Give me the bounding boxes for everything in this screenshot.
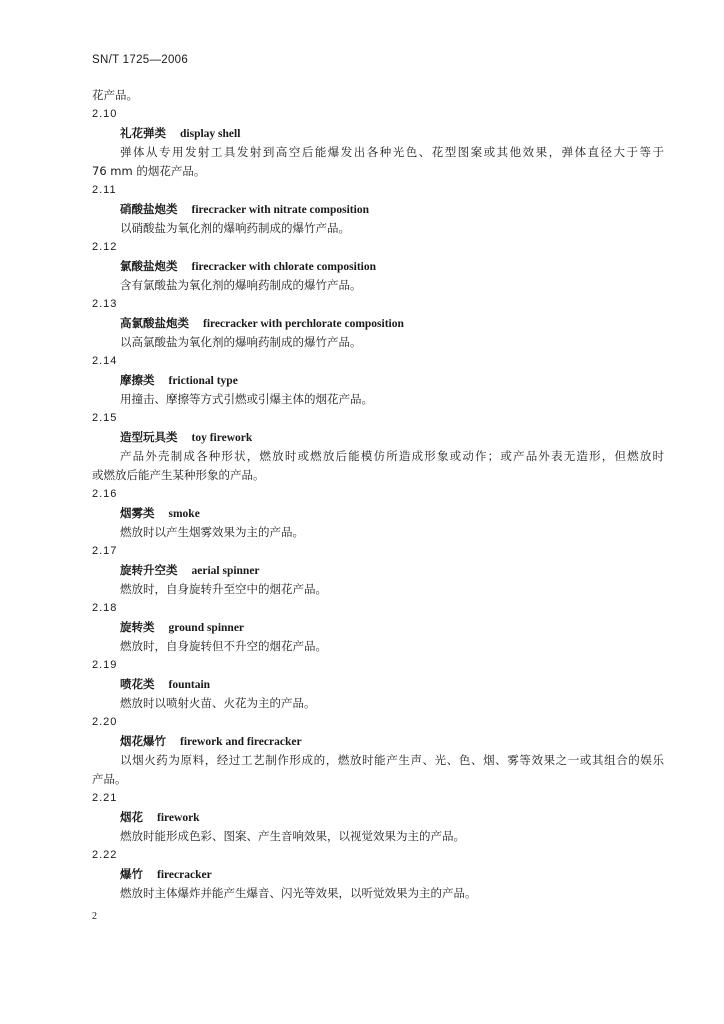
clause-number: 2.10	[92, 108, 118, 120]
term-heading	[92, 808, 664, 827]
definition-text: 用撞击、摩擦等方式引燃或引爆主体的烟花产品。	[120, 392, 373, 406]
terms-body	[92, 86, 664, 903]
definition-line: 产品外壳制成各种形状，燃放时或燃放后能模仿所造成形象或动作；或产品外表无造形，但燃放时	[120, 449, 664, 463]
definition-text: 燃放时，自身旋转但不升空的烟花产品。	[120, 639, 327, 653]
term-english: firework	[157, 812, 200, 824]
term-english: toy firework	[191, 432, 253, 444]
definition-text: 燃放时主体爆炸并能产生爆音、闪光等效果，以听觉效果为主的产品。	[120, 886, 477, 900]
term-heading	[92, 428, 664, 447]
term-heading	[92, 504, 664, 523]
term-heading	[92, 314, 664, 333]
definition-line: 弹体从专用发射工具发射到高空后能爆发出各种光色、花型图案或其他效果，弹体直径大于等于	[120, 145, 664, 159]
definition-text: 含有氯酸盐为氧化剂的爆响药制成的爆竹产品。	[120, 278, 362, 292]
definition-text: 以硝酸盐为氧化剂的爆响药制成的爆竹产品。	[120, 221, 350, 235]
clause-number: 2.13	[92, 298, 118, 310]
clause-number: 2.14	[92, 355, 118, 367]
definition-text: 或燃放后能产生某种形象的产品。	[92, 468, 265, 482]
continued-text: 花产品。	[92, 88, 138, 102]
definition-text	[92, 143, 664, 162]
term-english: firecracker with perchlorate composition	[203, 318, 404, 330]
clause-number: 2.12	[92, 241, 118, 253]
clause-number: 2.20	[92, 716, 118, 728]
term-chinese: 氯酸盐炮类	[120, 259, 178, 273]
definition-line: 以烟火药为原料，经过工艺制作形成的，燃放时能产生声、光、色、烟、雾等效果之一或其组合的娱乐	[120, 753, 664, 767]
term-english: display shell	[180, 128, 241, 140]
clause-number: 2.15	[92, 412, 118, 424]
term-english: firecracker with chlorate composition	[191, 261, 376, 273]
clause-number: 2.21	[92, 792, 118, 804]
definition-text: 燃放时，自身旋转升至空中的烟花产品。	[120, 582, 327, 596]
term-chinese: 爆竹	[120, 867, 143, 881]
definition-text: 燃放时以喷射火苗、火花为主的产品。	[120, 696, 316, 710]
definition-text	[92, 447, 664, 466]
page-number: 2	[92, 911, 97, 922]
term-english: firecracker	[157, 869, 212, 881]
term-english: firecracker with nitrate composition	[191, 204, 369, 216]
definition-text: 燃放时能形成色彩、图案、产生音响效果，以视觉效果为主的产品。	[120, 829, 465, 843]
term-heading	[92, 561, 664, 580]
term-heading	[92, 732, 664, 751]
term-heading	[92, 371, 664, 390]
clause-number: 2.22	[92, 849, 118, 861]
term-heading	[92, 675, 664, 694]
term-chinese: 礼花弹类	[120, 126, 166, 140]
term-chinese: 旋转类	[120, 620, 155, 634]
term-english: frictional type	[168, 375, 238, 387]
term-chinese: 硝酸盐炮类	[120, 202, 178, 216]
term-heading	[92, 124, 664, 143]
term-english: firework and firecracker	[180, 736, 302, 748]
term-english: aerial spinner	[191, 565, 260, 577]
term-heading	[92, 618, 664, 637]
clause-number: 2.16	[92, 488, 118, 500]
term-heading	[92, 865, 664, 884]
term-heading	[92, 200, 664, 219]
definition-text: 产品。	[92, 772, 127, 786]
term-chinese: 旋转升空类	[120, 563, 178, 577]
term-chinese: 造型玩具类	[120, 430, 178, 444]
definition-text: 燃放时以产生烟雾效果为主的产品。	[120, 525, 304, 539]
term-chinese: 烟花	[120, 810, 143, 824]
term-chinese: 高氯酸盐炮类	[120, 316, 189, 330]
definition-text: 以高氯酸盐为氧化剂的爆响药制成的爆竹产品。	[120, 335, 362, 349]
term-english: smoke	[168, 508, 200, 520]
term-chinese: 摩擦类	[120, 373, 155, 387]
term-chinese: 烟花爆竹	[120, 734, 166, 748]
clause-number: 2.17	[92, 545, 118, 557]
term-english: fountain	[168, 679, 211, 691]
clause-number: 2.19	[92, 659, 118, 671]
term-english: ground spinner	[168, 622, 245, 634]
standard-code-header: SN/T 1725—2006	[92, 54, 189, 66]
clause-number: 2.18	[92, 602, 118, 614]
clause-number: 2.11	[92, 184, 117, 196]
definition-text	[92, 751, 664, 770]
definition-text: 76 mm 的烟花产品。	[92, 164, 206, 178]
term-heading	[92, 257, 664, 276]
term-chinese: 烟雾类	[120, 506, 155, 520]
term-chinese: 喷花类	[120, 677, 155, 691]
